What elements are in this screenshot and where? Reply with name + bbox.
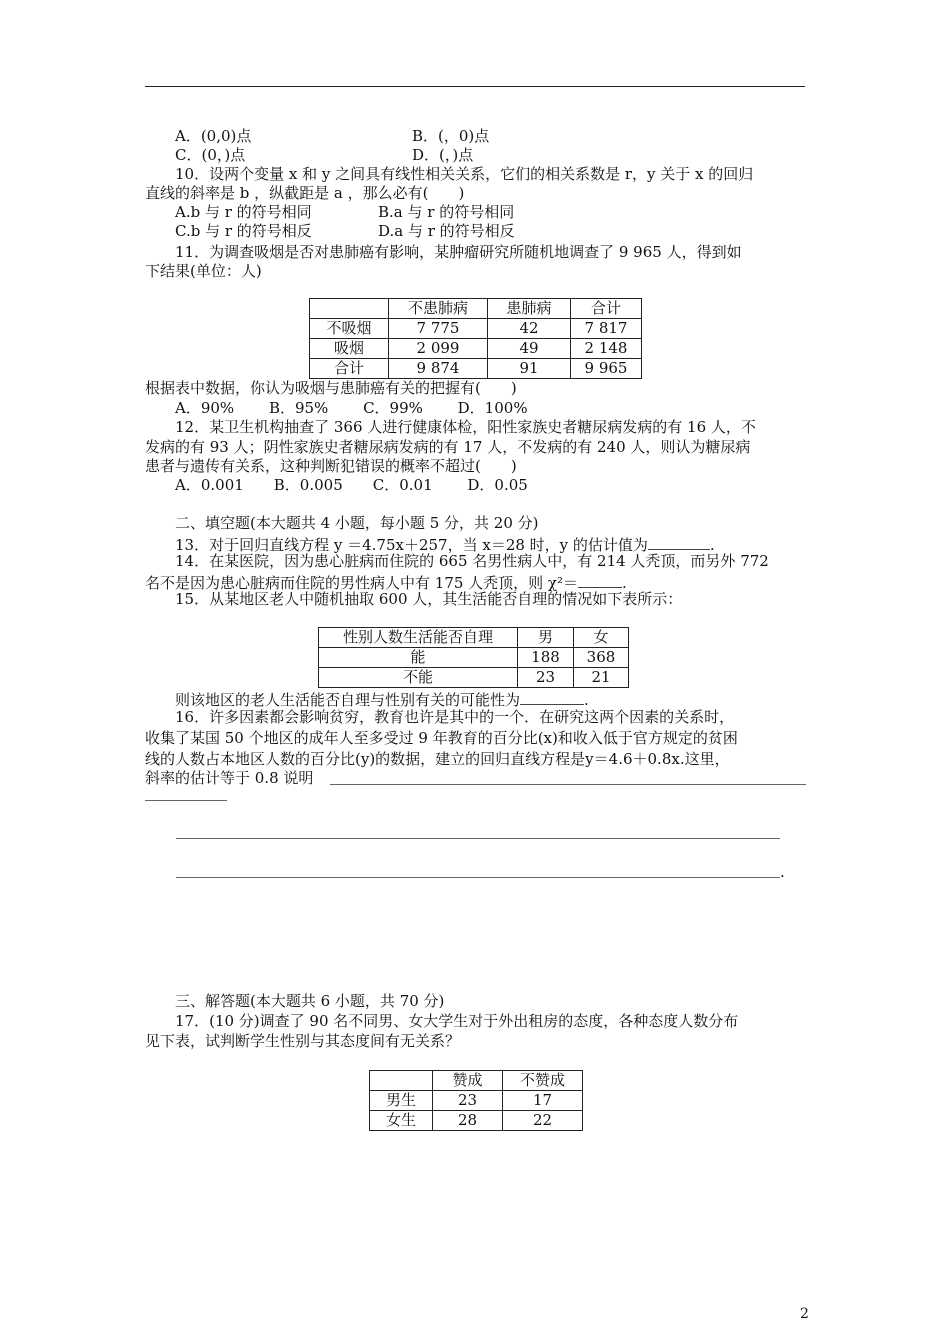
q15-table-header xyxy=(319,628,629,648)
q11-cell: 不吸烟 xyxy=(310,319,389,339)
q16-line-4: 斜率的估计等于 0.8 说明 xyxy=(145,769,314,787)
q14-line-1: 14．在某医院，因为患心脏病而住院的 665 名男性病人中，有 214 人秃顶，而另外 772 xyxy=(175,552,769,570)
q12-options: A．0.001 B．0.005 C．0.01 D．0.05 xyxy=(175,476,528,494)
q17-line-1: 17．(10 分)调查了 90 名不同男、女大学生对于外出租房的态度，各种态度人数分布 xyxy=(175,1012,739,1030)
q11-header-cell: 合计 xyxy=(571,299,642,319)
q11-line-2: 下结果(单位：人) xyxy=(145,262,262,280)
q13-answer-blank[interactable] xyxy=(648,535,710,550)
q12-line-3: 患者与遗传有关系，这种判断犯错误的概率不超过( ) xyxy=(145,457,517,475)
q11-cell: 2 148 xyxy=(571,339,642,359)
table-row xyxy=(310,359,642,379)
q17-cell: 男生 xyxy=(370,1091,433,1111)
q11-cell: 7 817 xyxy=(571,319,642,339)
q16-answer-line-1[interactable] xyxy=(330,784,806,785)
q12-line-1: 12．某卫生机构抽查了 366 人进行健康体检，阳性家族史者糖尿病发病的有 16 人，不 xyxy=(175,418,756,436)
q11-cell: 42 xyxy=(488,319,571,339)
q11-cell: 9 965 xyxy=(571,359,642,379)
q17-cell: 28 xyxy=(433,1111,503,1131)
q17-cell: 17 xyxy=(503,1091,583,1111)
q10-option-d: D.a 与 r 的符号相反 xyxy=(378,222,515,240)
q11-cell: 2 099 xyxy=(389,339,488,359)
q15-cell: 能 xyxy=(319,648,518,668)
q15-table xyxy=(318,627,629,688)
q11-header-cell: 不患肺病 xyxy=(389,299,488,319)
q16-period: . xyxy=(780,863,785,881)
q9-option-d: D．(，)点 xyxy=(412,146,474,164)
q11-cell: 7 775 xyxy=(389,319,488,339)
q11-cell: 49 xyxy=(488,339,571,359)
q11-header-cell: 患肺病 xyxy=(488,299,571,319)
q15-question xyxy=(175,690,589,708)
q15-period: . xyxy=(584,691,589,709)
q14-line-2 xyxy=(145,573,627,591)
q15-text: 则该地区的老人生活能否自理与性别有关的可能性为 xyxy=(175,691,521,709)
q10-line-1: 10．设两个变量 x 和 y 之间具有线性相关关系，它们的相关系数是 r，y 关于 x 的回归 xyxy=(175,165,754,183)
q11-cell: 合计 xyxy=(310,359,389,379)
q13-text: 13．对于回归直线方程 y ＝4.75x＋257，当 x＝28 时，y 的估计值为 xyxy=(175,536,648,554)
q12-line-2: 发病的有 93 人；阴性家族史者糖尿病发病的有 17 人，不发病的有 240 人，则认为糖尿病 xyxy=(145,438,751,456)
section-3-heading: 三、解答题(本大题共 6 小题，共 70 分) xyxy=(175,992,445,1010)
q10-line-2: 直线的斜率是 b ，纵截距是 a ，那么必有( ) xyxy=(145,184,465,202)
q15-header-cell: 男 xyxy=(518,628,574,648)
q17-cell: 22 xyxy=(503,1111,583,1131)
q16-answer-line-4[interactable] xyxy=(176,877,780,878)
q17-cell: 23 xyxy=(433,1091,503,1111)
q11-cell: 吸烟 xyxy=(310,339,389,359)
q16-answer-line-2[interactable] xyxy=(145,800,227,801)
q9-option-a: A．(0,0)点 xyxy=(175,127,252,145)
table-row xyxy=(310,319,642,339)
q11-cell: 91 xyxy=(488,359,571,379)
q11-question: 根据表中数据，你认为吸烟与患肺癌有关的把握有( ) xyxy=(145,379,517,397)
q17-header-cell: 赞成 xyxy=(433,1071,503,1091)
page-number: 2 xyxy=(800,1306,809,1322)
q15-cell: 368 xyxy=(574,648,629,668)
q15-header-cell: 性别人数生活能否自理 xyxy=(319,628,518,648)
q11-line-1: 11．为调查吸烟是否对患肺癌有影响，某肿瘤研究所随机地调查了 9 965 人，得到如 xyxy=(175,243,742,261)
q13-period: . xyxy=(709,536,715,554)
q15-answer-blank[interactable] xyxy=(520,690,584,705)
q16-answer-line-3[interactable] xyxy=(176,838,780,839)
q11-table xyxy=(309,298,642,379)
q15-cell: 21 xyxy=(574,668,629,688)
section-2-heading: 二、填空题(本大题共 4 小题，每小题 5 分，共 20 分) xyxy=(175,514,539,532)
q11-cell: 9 874 xyxy=(389,359,488,379)
header-rule xyxy=(145,86,805,87)
q15-header-cell: 女 xyxy=(574,628,629,648)
table-row xyxy=(319,648,629,668)
q11-options: A．90% B．95% C．99% D．100% xyxy=(175,399,528,417)
q16-line-2: 收集了某国 50 个地区的成年人至多受过 9 年教育的百分比(x)和收入低于官方规定的贫困 xyxy=(145,729,738,747)
table-row xyxy=(370,1091,583,1111)
q14-period: . xyxy=(622,574,627,592)
q15-cell: 23 xyxy=(518,668,574,688)
q11-table-header xyxy=(310,299,642,319)
table-row xyxy=(370,1111,583,1131)
q17-cell: 女生 xyxy=(370,1111,433,1131)
table-row xyxy=(310,339,642,359)
q16-line-1: 16．许多因素都会影响贫穷，教育也许是其中的一个．在研究这两个因素的关系时， xyxy=(175,708,735,726)
q10-option-c: C.b 与 r 的符号相反 xyxy=(175,222,312,240)
table-row xyxy=(319,668,629,688)
q14-answer-blank[interactable] xyxy=(578,573,622,588)
q17-header-cell xyxy=(370,1071,433,1091)
q14-text: 名不是因为患心脏病而住院的男性病人中有 175 人秃顶，则 χ²＝ xyxy=(145,574,579,592)
q17-header-cell: 不赞成 xyxy=(503,1071,583,1091)
q15-cell: 188 xyxy=(518,648,574,668)
q10-option-b: B.a 与 r 的符号相同 xyxy=(378,203,515,221)
q13-line xyxy=(175,535,715,553)
q15-line-1: 15．从某地区老人中随机抽取 600 人，其生活能否自理的情况如下表所示： xyxy=(175,590,683,608)
q11-header-cell xyxy=(310,299,389,319)
q9-option-b: B．(，0)点 xyxy=(412,127,490,145)
q17-line-2: 见下表，试判断学生性别与其态度间有无关系？ xyxy=(145,1032,461,1050)
q9-option-c: C．(0，)点 xyxy=(175,146,246,164)
q10-option-a: A.b 与 r 的符号相同 xyxy=(175,203,312,221)
q17-table-header xyxy=(370,1071,583,1091)
q15-cell: 不能 xyxy=(319,668,518,688)
q17-table xyxy=(369,1070,583,1131)
q16-line-3: 线的人数占本地区人数的百分比(y)的数据，建立的回归直线方程是y＝4.6＋0.8x.这里， xyxy=(145,750,730,768)
